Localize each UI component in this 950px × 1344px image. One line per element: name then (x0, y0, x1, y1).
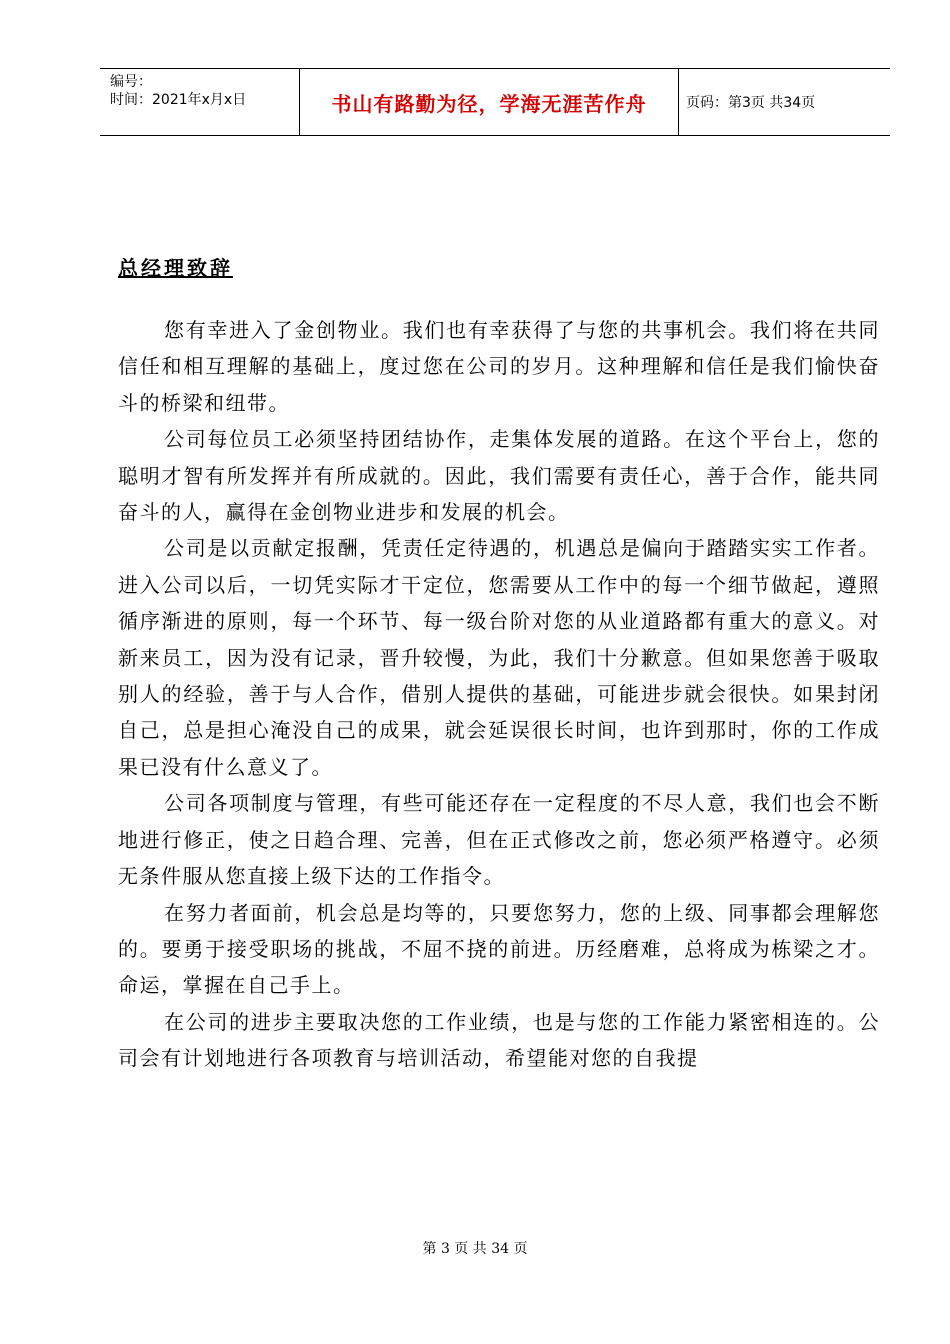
paragraph: 您有幸进入了金创物业。我们也有幸获得了与您的共事机会。我们将在共同信任和相互理解的基础上，度过您在公司的岁月。这种理解和信任是我们愉快奋斗的桥梁和纽带。 (118, 318, 880, 415)
paragraph: 在努力者面前，机会总是均等的，只要您努力，您的上级、同事都会理解您的。要勇于接受职场的挑战，不屈不挠的前进。历经磨难，总将成为栋梁之才。命运，掌握在自己手上。 (118, 900, 880, 998)
header-motto: 书山有路勤为径，学海无涯苦作舟 (300, 69, 679, 135)
document-body (118, 312, 880, 1077)
page-footer: 第 3 页 共 34 页 (422, 1241, 528, 1257)
header-time-label: 时间：2021年x月x日 (110, 92, 247, 108)
header-meta (100, 69, 300, 135)
page-header (100, 68, 890, 136)
paragraph: 在公司的进步主要取决您的工作业绩，也是与您的工作能力紧密相连的。公司会有计划地进行各项教育与培训活动，希望能对您的自我提 (118, 1009, 880, 1071)
paragraph: 公司是以贡献定报酬，凭责任定待遇的，机遇总是偏向于踏踏实实工作者。进入公司以后，一切凭实际才干定位，您需要从工作中的每一个细节做起，遵照循序渐进的原则，每一个环节、每一级台阶对您的从业道路都有重大的意义。对新来员工，因为没有记录，晋升较慢，为此，我们十分歉意。但如果您善于吸取别人的经验，善于与人合作，借别人提供的基础，可能进步就会很快。如果封闭自己，总是担心淹没自己的成果，就会延误很长时间，也许到那时，你的工作成果已没有什么意义了。 (118, 536, 880, 779)
header-number-label: 编号： (110, 74, 152, 90)
paragraph: 公司各项制度与管理，有些可能还存在一定程度的不尽人意，我们也会不断地进行修正，使之日趋合理、完善，但在正式修改之前，您必须严格遵守。必须无条件服从您直接上级下达的工作指令。 (118, 791, 880, 889)
document-title: 总经理致辞 (118, 256, 233, 280)
paragraph: 公司每位员工必须坚持团结协作，走集体发展的道路。在这个平台上，您的聪明才智有所发挥并有所成就的。因此，我们需要有责任心，善于合作，能共同奋斗的人，赢得在金创物业进步和发展的机会。 (118, 427, 880, 525)
header-page-info: 页码：第3页 共34页 (686, 95, 816, 111)
